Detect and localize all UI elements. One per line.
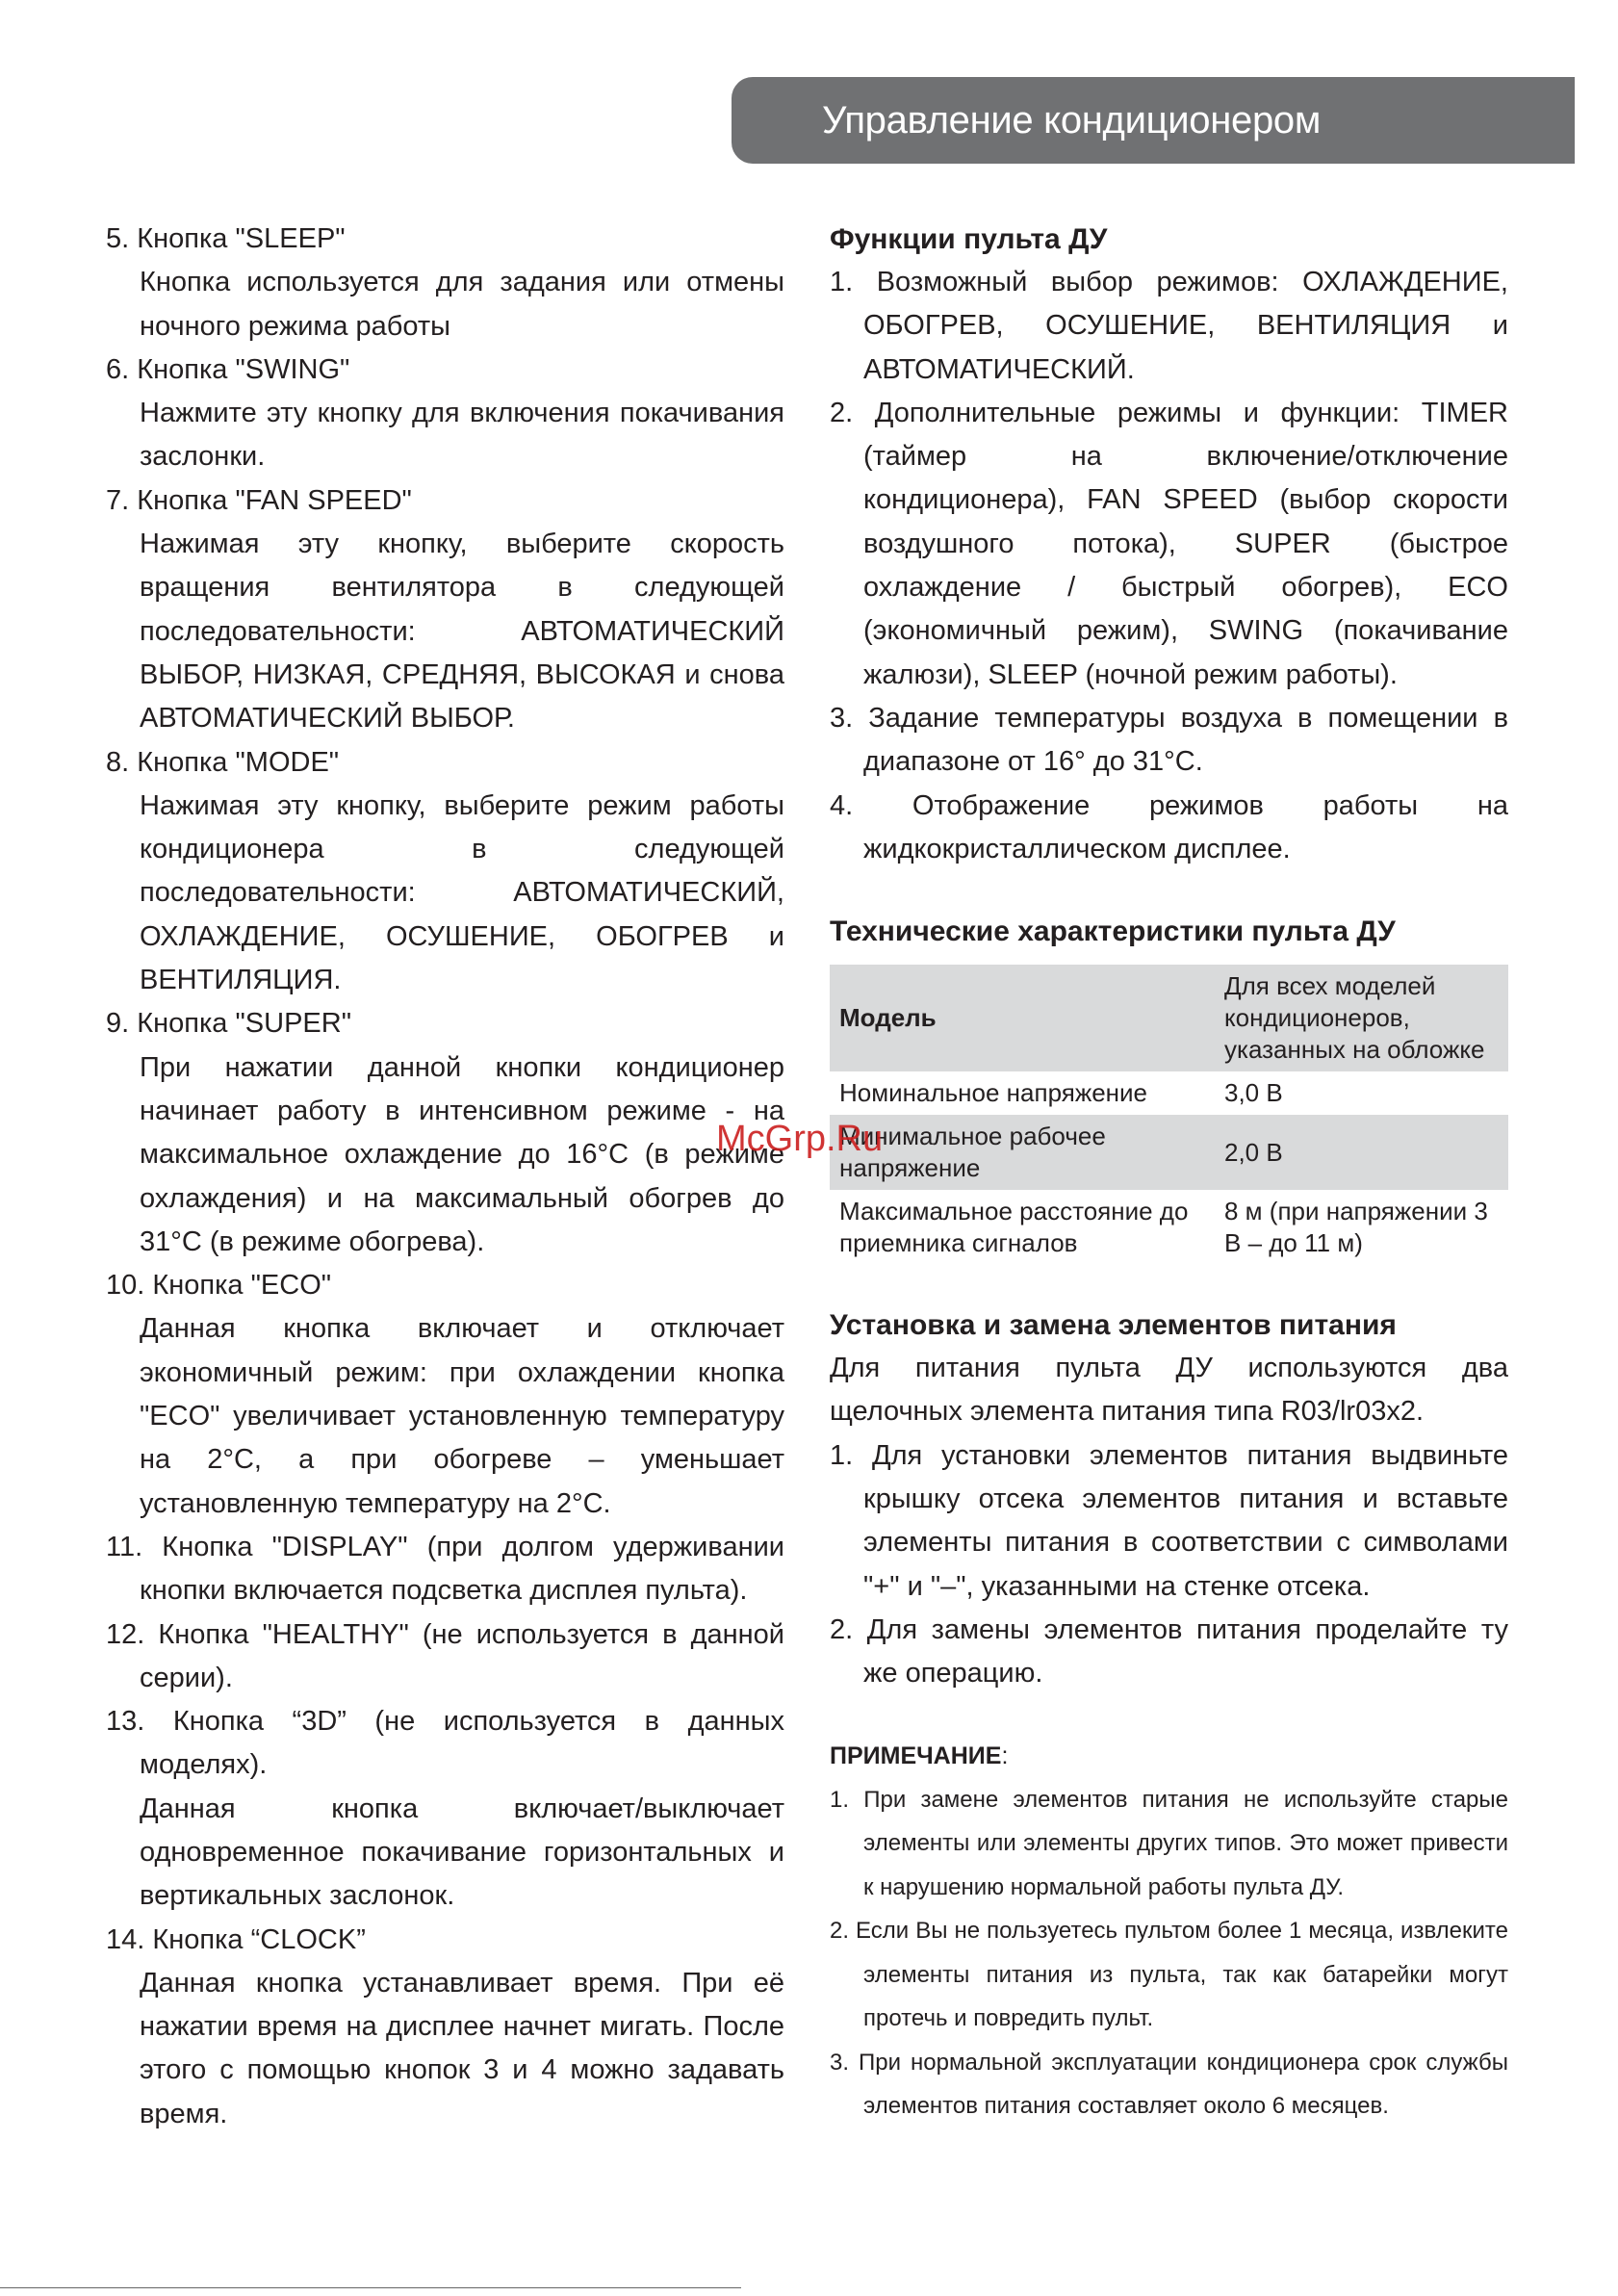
- item-body: Данная кнопка устанавливает время. При её нажатии время на дисплее начнет мигать. После этого с помощью кнопок 3 и 4 можно задавать время.: [140, 1967, 784, 2129]
- table-cell-label: Максимальное расстояние до приемника сигналов: [839, 1197, 1189, 1258]
- item-heading: 13. Кнопка “3D” (не используется в данных моделях).: [106, 1706, 784, 1781]
- left-column: [106, 218, 784, 2136]
- table-row: [830, 1190, 1508, 1265]
- list-item: 1. При замене элементов питания не используйте старые элементы или элементы других типов. Это может привести к нарушению нормальной работы пульта ДУ.: [830, 1786, 1508, 1900]
- batteries-intro: Для питания пульта ДУ используются два щелочных элемента питания типа R03/lr03x2.: [830, 1353, 1508, 1428]
- item-heading: 14. Кнопка “CLOCK”: [106, 1923, 366, 1955]
- list-item: [106, 1613, 784, 1701]
- list-item: [106, 1526, 784, 1613]
- list-item: 4. Отображение режимов работы на жидкокристаллическом дисплее.: [830, 789, 1508, 864]
- note-title: [830, 1735, 1508, 1778]
- batteries-title: Установка и замена элементов питания: [830, 1309, 1397, 1342]
- list-item: [106, 479, 784, 741]
- item-heading: 9. Кнопка "SUPER": [106, 1008, 351, 1040]
- item-body: Данная кнопка включает/выключает одновременное покачивание горизонтальных и вертикальных заслонок.: [140, 1793, 784, 1912]
- item-heading: 8. Кнопка "MODE": [106, 746, 340, 778]
- item-body: Нажимая эту кнопку, выберите скорость вращения вентилятора в следующей последовательности: АВТОМАТИЧЕСКИЙ ВЫБОР, НИЗКАЯ, СРЕДНЯЯ, ВЫСОКАЯ и снова АВТОМАТИЧЕСКИЙ ВЫБОР.: [140, 529, 784, 735]
- list-item: 1. Возможный выбор режимов: ОХЛАЖДЕНИЕ, ОБОГРЕВ, ОСУШЕНИЕ, ВЕНТИЛЯЦИЯ и АВТОМАТИЧЕСКИЙ.: [830, 267, 1508, 385]
- item-heading: 11. Кнопка "DISPLAY" (при долгом удерживании кнопки включается подсветка дисплея пульта).: [106, 1531, 784, 1607]
- functions-title: Функции пульта ДУ: [830, 223, 1108, 255]
- list-item: [106, 1919, 784, 2136]
- note-list: [830, 1778, 1508, 2128]
- section-header: [732, 77, 1575, 164]
- section-header-title: Управление кондиционером: [822, 99, 1322, 142]
- watermark: McGrp.Ru: [716, 1119, 884, 1159]
- list-item: 3. Задание температуры воздуха в помещении в диапазоне от 16° до 31°С.: [830, 702, 1508, 778]
- list-item: 1. Для установки элементов питания выдвиньте крышку отсека элементов питания и вставьте элементы питания в соответствии с символами "+" и "–", указанными на стенке отсека.: [830, 1439, 1508, 1602]
- item-body: Кнопка используется для задания или отмены ночного режима работы: [140, 267, 784, 342]
- list-item: 2. Для замены элементов питания проделайте ту же операцию.: [830, 1613, 1508, 1690]
- list-item: [106, 1002, 784, 1264]
- table-row: [830, 965, 1508, 1071]
- specs-title: Технические характеристики пульта ДУ: [830, 916, 1396, 948]
- list-item: [106, 1264, 784, 1526]
- item-heading: 12. Кнопка "HEALTHY" (не используется в данной серии).: [106, 1618, 784, 1693]
- list-item: [106, 218, 784, 348]
- list-item: [106, 741, 784, 1003]
- table-row: [830, 1071, 1508, 1115]
- table-header-value: Для всех моделей кондиционеров, указанных на обложке: [1224, 971, 1485, 1065]
- table-cell-value: 8 м (при напряжении 3 В – до 11 м): [1224, 1197, 1488, 1258]
- table-cell-value: 3,0 В: [1224, 1078, 1283, 1108]
- list-item: 2. Дополнительные режимы и функции: TIMER (таймер на включение/отключение кондиционера), FAN SPEED (выбор скорости воздушного потока), SUPER (быстрое охлаждение / быстрый обогрев), ECO (экономичный режим), SWING (покачивание жалюзи), SLEEP (ночной режим работы).: [830, 397, 1508, 690]
- item-body: При нажатии данной кнопки кондиционер начинает работу в интенсивном режиме - на максимальное охлаждение до 16°С (в режиме охлаждения) и на максимальный обогрев до 31°С (в режиме обогрева).: [140, 1051, 784, 1257]
- note-title-colon: :: [1001, 1741, 1009, 1769]
- item-body: Нажимая эту кнопку, выберите режим работы кондиционера в следующей последовательности: АВТОМАТИЧЕСКИЙ, ОХЛАЖДЕНИЕ, ОСУШЕНИЕ, ОБОГРЕВ и ВЕНТИЛЯЦИЯ.: [140, 789, 784, 996]
- right-column: [830, 218, 1508, 2128]
- specs-table: [830, 965, 1508, 1265]
- item-heading: 6. Кнопка "SWING": [106, 353, 350, 385]
- table-header-label: Модель: [839, 1003, 937, 1033]
- table-cell-label: Номинальное напряжение: [839, 1078, 1148, 1108]
- note-title-text: ПРИМЕЧАНИЕ: [830, 1741, 1002, 1769]
- item-heading: 7. Кнопка "FAN SPEED": [106, 484, 412, 516]
- table-cell-label: Минимальное рабочее напряжение: [839, 1122, 1106, 1183]
- table-cell-value: 2,0 В: [1224, 1137, 1283, 1167]
- item-body: Нажмите эту кнопку для включения покачивания заслонки.: [140, 398, 784, 473]
- item-heading: 10. Кнопка "ECO": [106, 1270, 332, 1302]
- item-heading: 5. Кнопка "SLEEP": [106, 223, 346, 254]
- divider: [0, 2287, 741, 2288]
- list-item: 2. Если Вы не пользуетесь пультом более 1 месяца, извлеките элементы питания из пульта, так как батарейки могут протечь и повредить пульт.: [830, 1918, 1508, 2032]
- item-body: Данная кнопка включает и отключает экономичный режим: при охлаждении кнопка "ECO" увеличивает установленную температуру на 2°С, а при обогреве – уменьшает установленную температуру на 2°С.: [140, 1313, 784, 1519]
- list-item: [106, 348, 784, 479]
- list-item: 3. При нормальной эксплуатации кондиционера срок службы элементов питания составляет около 6 месяцев.: [830, 2049, 1508, 2120]
- table-row: [830, 1115, 1508, 1190]
- list-item: [106, 1700, 784, 1918]
